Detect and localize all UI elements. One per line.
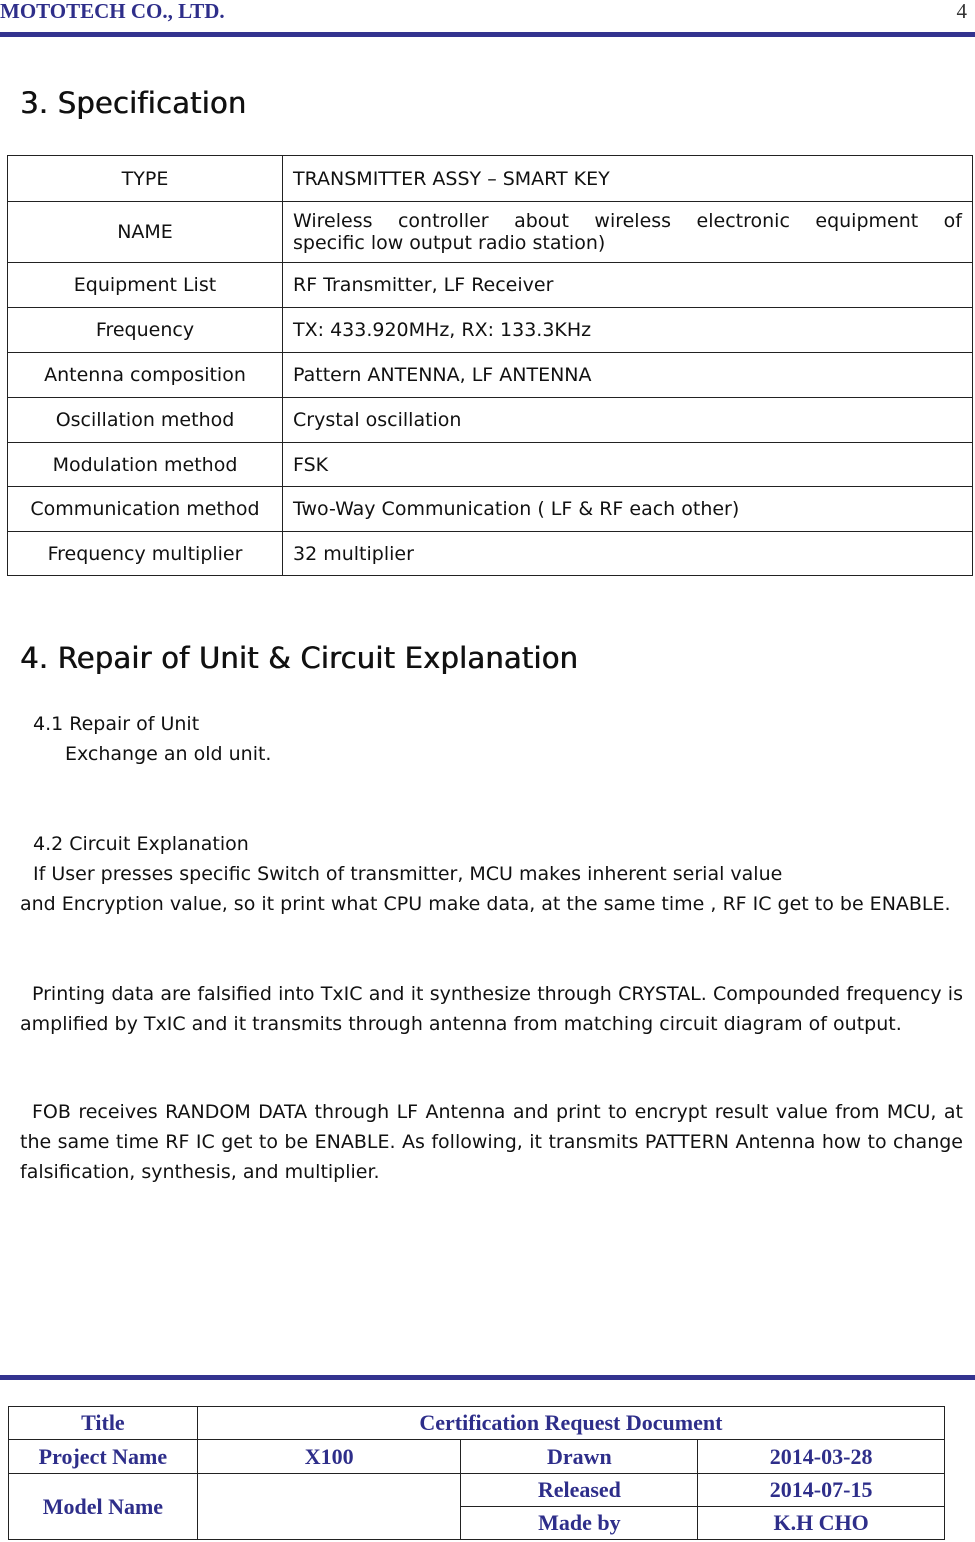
table-row: [8, 308, 973, 353]
table-row: [8, 263, 973, 308]
spec-value: RF Transmitter, LF Receiver: [283, 263, 973, 308]
table-row: [8, 353, 973, 398]
spec-value-line: specific low output radio station): [293, 232, 606, 254]
table-row: [9, 1474, 945, 1507]
footer-title-value: Certification Request Document: [197, 1407, 944, 1440]
spec-key: Frequency multiplier: [8, 532, 283, 576]
spec-key: Modulation method: [8, 443, 283, 487]
footer-rule: [0, 1375, 975, 1380]
footer-madeby-label: Made by: [461, 1507, 698, 1540]
paragraph-3: FOB receives RANDOM DATA through LF Antenna and print to encrypt result value from MCU, at the same time RF IC get to be ENABLE. As following, it transmits PATTERN Antenna how to change falsification, synthesis, and multiplier.: [20, 1101, 963, 1183]
footer-released-label: Released: [461, 1474, 698, 1507]
footer-model-value: [197, 1474, 461, 1540]
footer-drawn-value: 2014-03-28: [698, 1440, 945, 1474]
spec-key: Communication method: [8, 487, 283, 532]
section-title-repair: 4. Repair of Unit & Circuit Explanation: [20, 641, 578, 675]
header-rule: [0, 32, 975, 37]
footer-drawn-label: Drawn: [461, 1440, 698, 1474]
table-row: [8, 156, 973, 202]
footer-model-label: Model Name: [9, 1474, 198, 1540]
table-row: [8, 398, 973, 443]
page-number: 4: [956, 0, 967, 23]
footer-madeby-value: K.H CHO: [698, 1507, 945, 1540]
footer-project-label: Project Name: [9, 1440, 198, 1474]
table-row: [9, 1407, 945, 1440]
paragraph-1-line-1: If User presses specific Switch of transmitter, MCU makes inherent serial value: [33, 863, 783, 885]
spec-value: FSK: [283, 443, 973, 487]
paragraph-2: Printing data are falsified into TxIC and it synthesize through CRYSTAL. Compounded frequency is amplified by TxIC and it transmits through antenna from matching circuit diagram of output.: [20, 983, 963, 1035]
paragraph-1-line-2: and Encryption value, so it print what CPU make data, at the same time , RF IC get to be ENABLE.: [20, 893, 951, 915]
subsection-title-repair-of-unit: 4.1 Repair of Unit: [33, 713, 200, 735]
company-name: MOTOTECH CO., LTD.: [0, 0, 225, 23]
specification-table: [7, 155, 973, 576]
repair-text: Exchange an old unit.: [65, 743, 272, 765]
section-title-specification: 3. Specification: [20, 86, 247, 120]
spec-value: Pattern ANTENNA, LF ANTENNA: [283, 353, 973, 398]
spec-key: NAME: [8, 202, 283, 263]
spec-value: Crystal oscillation: [283, 398, 973, 443]
table-row: [8, 532, 973, 576]
spec-value: TX: 433.920MHz, RX: 133.3KHz: [283, 308, 973, 353]
spec-key: Equipment List: [8, 263, 283, 308]
table-row: [9, 1440, 945, 1474]
spec-value: 32 multiplier: [283, 532, 973, 576]
footer-table: [8, 1406, 945, 1540]
spec-key: Oscillation method: [8, 398, 283, 443]
table-row: [8, 487, 973, 532]
spec-value-line: Wireless controller about wireless electronic equipment of: [293, 210, 962, 232]
spec-key: TYPE: [8, 156, 283, 202]
table-row: [8, 202, 973, 263]
table-row: [8, 443, 973, 487]
footer-released-value: 2014-07-15: [698, 1474, 945, 1507]
footer-title-label: Title: [9, 1407, 198, 1440]
spec-value: [283, 202, 973, 263]
footer-project-value: X100: [197, 1440, 461, 1474]
subsection-title-circuit-explanation: 4.2 Circuit Explanation: [33, 833, 249, 855]
spec-key: Antenna composition: [8, 353, 283, 398]
spec-value: TRANSMITTER ASSY – SMART KEY: [283, 156, 973, 202]
spec-key: Frequency: [8, 308, 283, 353]
spec-value: Two-Way Communication ( LF & RF each other): [283, 487, 973, 532]
